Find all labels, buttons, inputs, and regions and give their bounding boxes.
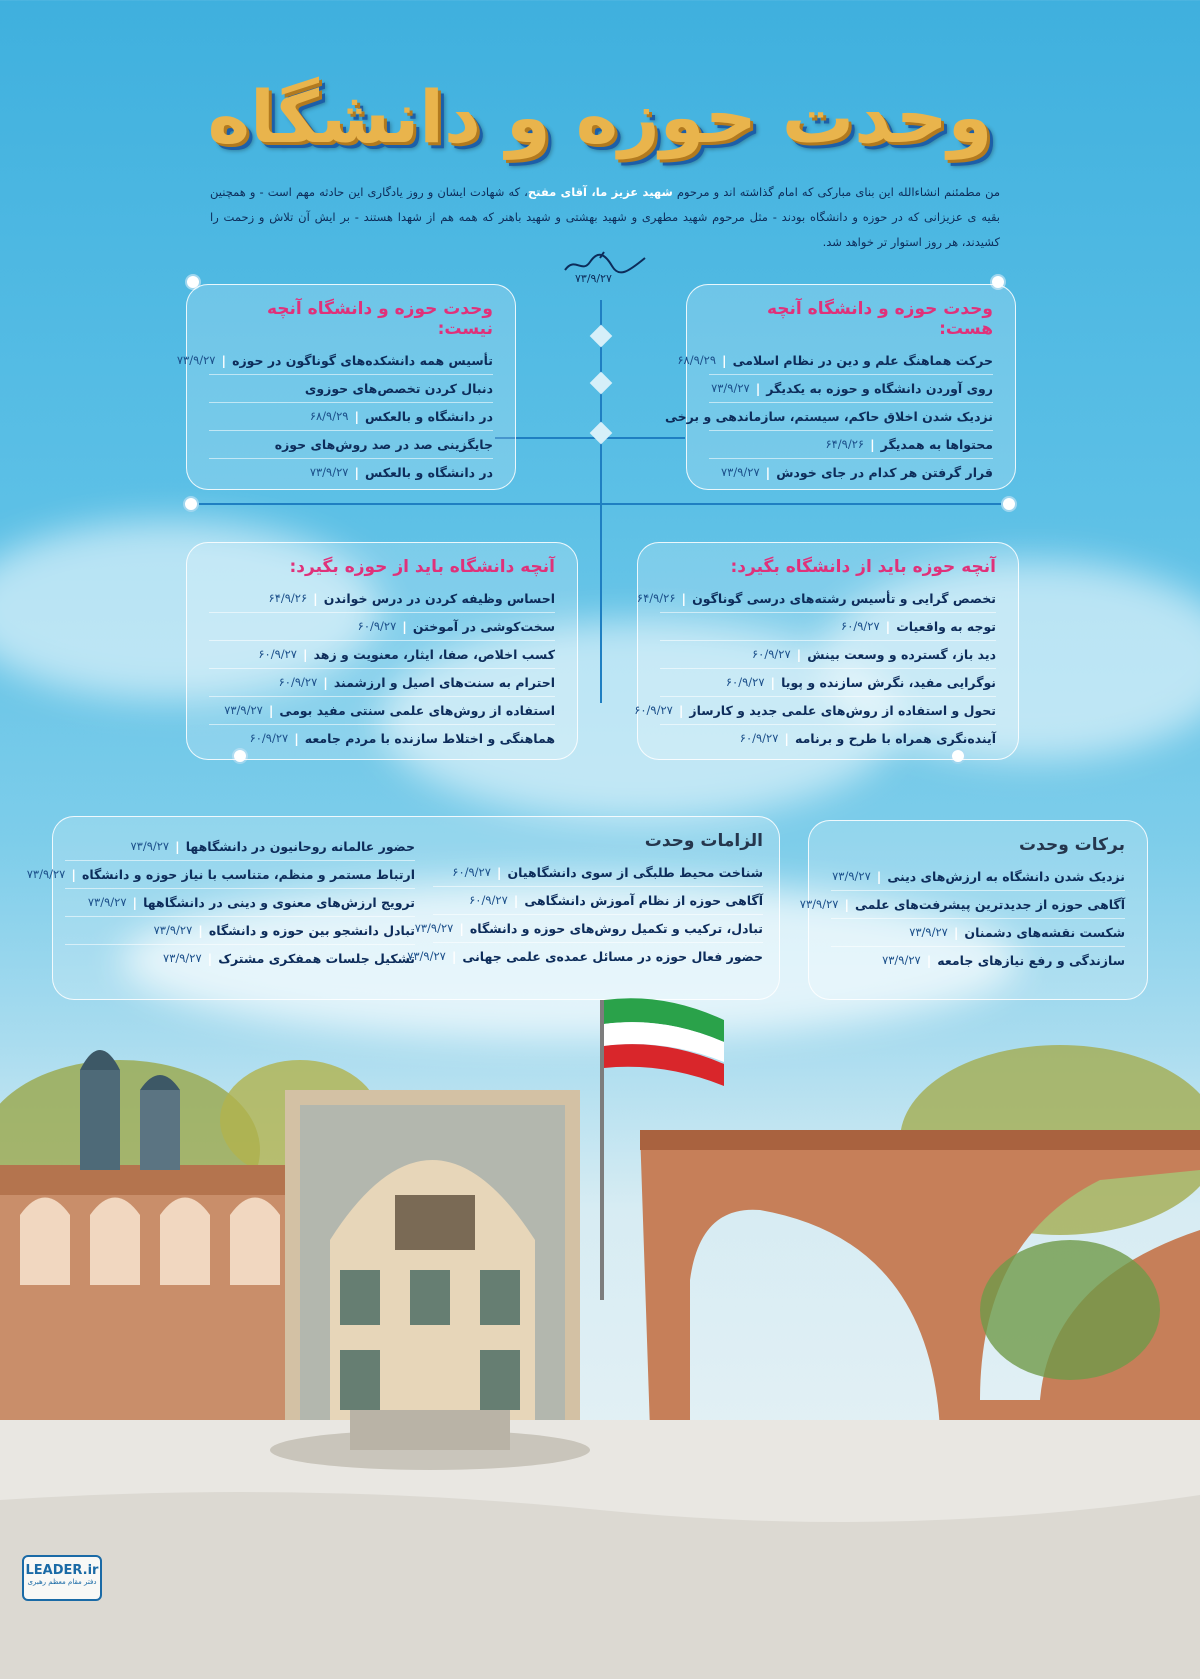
- page-title: وحدت حوزه و دانشگاه: [207, 75, 993, 159]
- card-requirements: [26, 816, 780, 1000]
- list-item: جایگزینی صد در صد روش‌های حوزه: [209, 431, 493, 459]
- quote-before: من مطمئنم انشاءالله این بنای مبارکی که امام گذاشته اند و مرحوم: [672, 185, 1000, 199]
- logo-subtitle: دفتر مقام معظم رهبری: [27, 1578, 97, 1586]
- requirements-left-column: [26, 831, 415, 985]
- list-item: در دانشگاه و بالعکس | ۷۳/۹/۲۷: [309, 465, 493, 480]
- list-item: کسب اخلاص، صفا، ایثار، معنویت و زهد | ۶۰/۹/۲۷: [209, 641, 555, 669]
- list-item: تأسیس همه دانشکده‌های گوناگون در حوزه | ۷۳/۹/۲۷: [209, 347, 493, 375]
- list-item: استفاده از روش‌های علمی سنتی مفید بومی | ۷۳/۹/۲۷: [209, 697, 555, 725]
- card-title: الزامات وحدت: [644, 831, 763, 851]
- list-item: تخصص گرایی و تأسیس رشته‌های درسی گوناگون | ۶۴/۹/۲۶: [660, 585, 996, 613]
- list-item: آگاهی حوزه از جدیدترین پیشرفت‌های علمی | ۷۳/۹/۲۷: [831, 891, 1125, 919]
- signature-date: ۷۳/۹/۲۷: [575, 272, 612, 285]
- list-item: شکست نقشه‌های دشمنان | ۷۳/۹/۲۷: [831, 919, 1125, 947]
- list-item: نزدیک شدن اخلاق حاکم، سیستم، سازماندهی و برخی: [709, 403, 993, 431]
- diamond-marker: [590, 422, 613, 445]
- list-item: نزدیک شدن دانشگاه به ارزش‌های دینی | ۷۳/۹/۲۷: [831, 863, 1125, 891]
- list-item: قرار گرفتن هر کدام در جای خودش | ۷۳/۹/۲۷: [720, 465, 993, 480]
- list-item: آینده‌نگری همراه با طرح و برنامه | ۶۰/۹/۲۷: [739, 731, 996, 746]
- list-item: حرکت هماهنگ علم و دین در نظام اسلامی | ۶۸/۹/۲۹: [709, 347, 993, 375]
- card-uni-from-hawza: [186, 542, 578, 760]
- list-item: توجه به واقعیات | ۶۰/۹/۲۷: [660, 613, 996, 641]
- list-item: ترویج ارزش‌های معنوی و دینی در دانشگاهها | ۷۳/۹/۲۷: [65, 889, 415, 917]
- list-item: ارتباط مستمر و منظم، متناسب با نیاز حوزه و دانشگاه | ۷۳/۹/۲۷: [65, 861, 415, 889]
- list-item: تبادل، ترکیب و تکمیل روش‌های حوزه و دانشگاه | ۷۳/۹/۲۷: [433, 915, 763, 943]
- list-item: حضور فعال حوزه در مسائل عمده‌ی علمی جهانی | ۷۳/۹/۲۷: [407, 949, 763, 964]
- list-item: تحول و استفاده از روش‌های علمی جدید و کارساز | ۶۰/۹/۲۷: [660, 697, 996, 725]
- connector-dot: [1001, 496, 1017, 512]
- card-title: آنچه حوزه باید از دانشگاه بگیرد:: [730, 557, 996, 577]
- card-what-is: [664, 284, 1016, 490]
- card-hawza-from-uni: [634, 542, 1019, 760]
- card-title: برکات وحدت: [1019, 835, 1125, 855]
- diamond-marker: [590, 325, 613, 348]
- logo-name: LEADER.ir: [25, 1563, 99, 1578]
- quote-highlight: شهید عزیز ما، آقای مفتح: [527, 185, 673, 199]
- list-item: حضور عالمانه روحانیون در دانشگاهها | ۷۳/۹/۲۷: [65, 833, 415, 861]
- list-item: نوگرایی مفید، نگرش سازنده و پویا | ۶۰/۹/۲۷: [660, 669, 996, 697]
- list-item: آگاهی حوزه از نظام آموزش دانشگاهی | ۶۰/۹/۲۷: [433, 887, 763, 915]
- list-item: روی آوردن دانشگاه و حوزه به یکدیگر | ۷۳/۹/۲۷: [709, 375, 993, 403]
- list-item: احترام به سنت‌های اصیل و ارزشمند | ۶۰/۹/۲۷: [209, 669, 555, 697]
- card-title: وحدت حوزه و دانشگاه آنچه نیست:: [266, 299, 493, 339]
- diamond-marker: [590, 372, 613, 395]
- quote-text: [210, 180, 1000, 255]
- card-blessings: [799, 820, 1148, 1000]
- list-item: محتواها به همدیگر | ۶۴/۹/۲۶: [709, 431, 993, 459]
- card-what-is-not: [176, 284, 516, 490]
- list-item: دید باز، گسترده و وسعت بینش | ۶۰/۹/۲۷: [660, 641, 996, 669]
- connector-dot: [183, 496, 199, 512]
- building-illustration: [0, 980, 1200, 1679]
- list-item: شناخت محیط طلبگی از سوی دانشگاهیان | ۶۰/۹/۲۷: [433, 859, 763, 887]
- quote-after: ، که شهادت ایشان و روز یادگاری این حادثه مهم است - و همچنین بقیه ی عزیزانی که در حوزه و دانشگاه بودند - مثل مرحوم شهید مطهری و شهید بهشتی و شهید باهنر که همه هم از شهدا هستند - بر ایش آن تلاش و زحمت را کشیدند، هر روز استوار تر خواهد شد.: [210, 185, 1000, 249]
- list-item: دنبال کردن تخصص‌های حوزوی: [209, 375, 493, 403]
- list-item: در دانشگاه و بالعکس | ۶۸/۹/۲۹: [209, 403, 493, 431]
- card-title: آنچه دانشگاه باید از حوزه بگیرد:: [289, 557, 555, 577]
- list-item: احساس وظیفه کردن در درس خواندن | ۶۴/۹/۲۶: [209, 585, 555, 613]
- list-item: تشکیل جلسات همفکری مشترک | ۷۳/۹/۲۷: [163, 951, 415, 966]
- list-item: هماهنگی و اختلاط سازنده با مردم جامعه | ۶۰/۹/۲۷: [249, 731, 555, 746]
- list-item: تبادل دانشجو بین حوزه و دانشگاه | ۷۳/۹/۲۷: [65, 917, 415, 945]
- list-item: سازندگی و رفع نیازهای جامعه | ۷۳/۹/۲۷: [882, 953, 1125, 968]
- leader-logo-icon: [22, 1555, 102, 1601]
- card-title: وحدت حوزه و دانشگاه آنچه هست:: [766, 299, 993, 339]
- requirements-right-column: [407, 831, 763, 985]
- list-item: سخت‌کوشی در آموختن | ۶۰/۹/۲۷: [209, 613, 555, 641]
